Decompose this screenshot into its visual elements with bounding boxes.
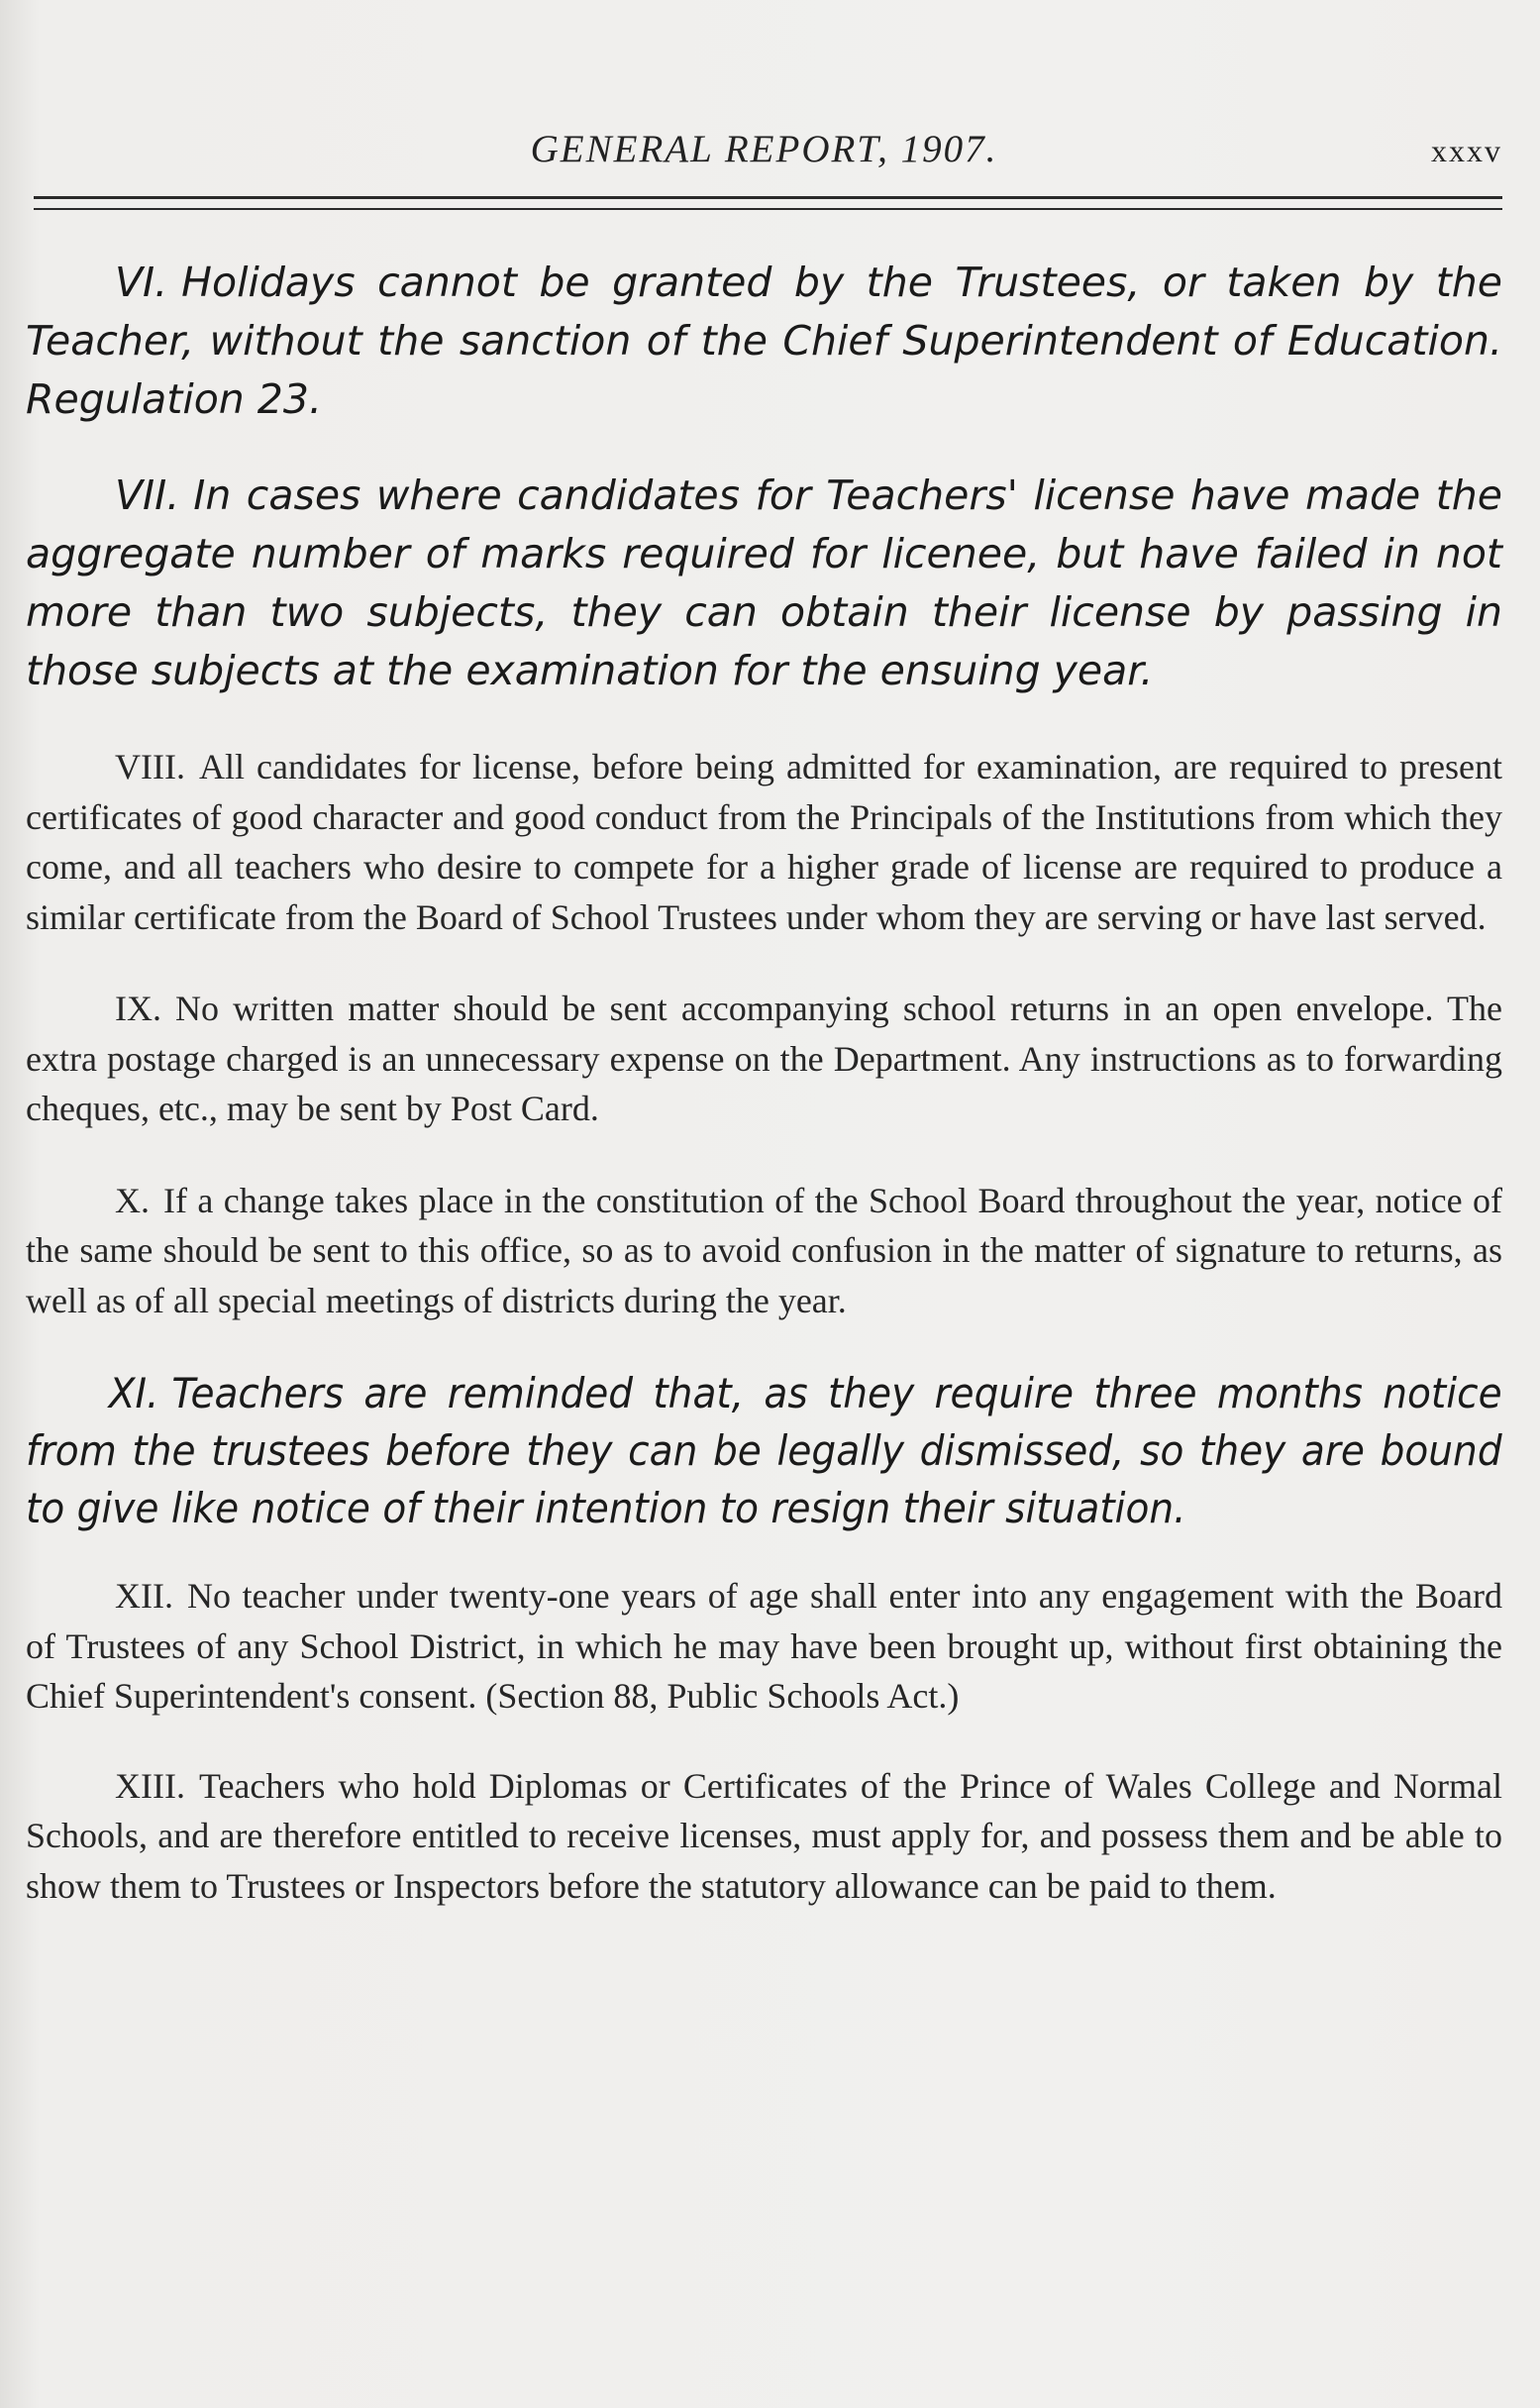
- paragraph-vii: [26, 467, 1502, 700]
- header-rule-thin: [34, 208, 1502, 210]
- paragraph-text: No teacher under twenty-one years of age shall enter into any engagement with the Board of Trustees of any School District, in which he may have been brought up, without first obtaining the Chief Superintendent's consent. (Section 88, Public Schools Act.): [26, 1576, 1502, 1716]
- running-title: GENERAL REPORT, 1907.: [530, 128, 998, 170]
- paragraph-number: X.: [115, 1180, 150, 1220]
- paragraph-number: IX.: [115, 989, 161, 1028]
- paragraph-xiii: [26, 1761, 1502, 1912]
- paragraph-number: VI.: [115, 259, 168, 306]
- paragraph-text: Teachers who hold Diplomas or Certificates of the Prince of Wales College and Normal Schools, and are therefore entitled to receive licenses, must apply for, and possess them and be able to show them to Trustees or Inspectors before the statutory allowance can be paid to them.: [26, 1765, 1502, 1906]
- paragraph-viii: [26, 742, 1502, 942]
- paragraph-text: In cases where candidates for Teachers' license have made the aggregate number of marks required for licenee, but have failed in not more than two subjects, they can obtain their license by passing in those subjects at the examination for the ensuing year.: [26, 471, 1502, 694]
- paragraph-ix: [26, 984, 1502, 1134]
- paragraph-number: VIII.: [115, 747, 185, 786]
- page-number: xxxv: [1431, 133, 1502, 168]
- paragraph-text: All candidates for license, before being admitted for examination, are required to present certificates of good character and good conduct from the Principals of the Institutions from which they come, and all teachers who desire to compete for a higher grade of license are required to produce a similar certificate from the Board of School Trustees under whom they are serving or have last served.: [26, 747, 1502, 937]
- paragraph-text: Holidays cannot be granted by the Trustees, or taken by the Teacher, without the sanction of the Chief Superintendent of Education. Regulation 23.: [26, 259, 1502, 423]
- paragraph-number: VII.: [115, 471, 180, 519]
- paragraph-number: XIII.: [115, 1765, 185, 1806]
- paragraph-xi: [26, 1365, 1502, 1537]
- paragraph-number: XI.: [108, 1369, 159, 1417]
- paragraph-xii: [26, 1571, 1502, 1722]
- paragraph-number: XII.: [115, 1576, 173, 1616]
- page-header: [26, 0, 1502, 198]
- paragraph-text: No written matter should be sent accompanying school returns in an open envelope. The extra postage charged is an unnecessary expense on the Department. Any instructions as to forwarding cheques, etc., may be sent by Post Card.: [26, 989, 1502, 1128]
- paragraph-text: If a change takes place in the constitution of the School Board throughout the year, notice of the same should be sent to this office, so as to avoid confusion in the matter of signature to returns, as well as of all special meetings of districts during the year.: [26, 1180, 1502, 1320]
- header-rule-thick: [34, 196, 1502, 199]
- paragraph-vi: [26, 254, 1502, 429]
- paragraph-text: Teachers are reminded that, as they require three months notice from the trustees before they can be legally dismissed, so they are bound to give like notice of their intention to resign their situation.: [26, 1369, 1502, 1532]
- paragraph-x: [26, 1176, 1502, 1326]
